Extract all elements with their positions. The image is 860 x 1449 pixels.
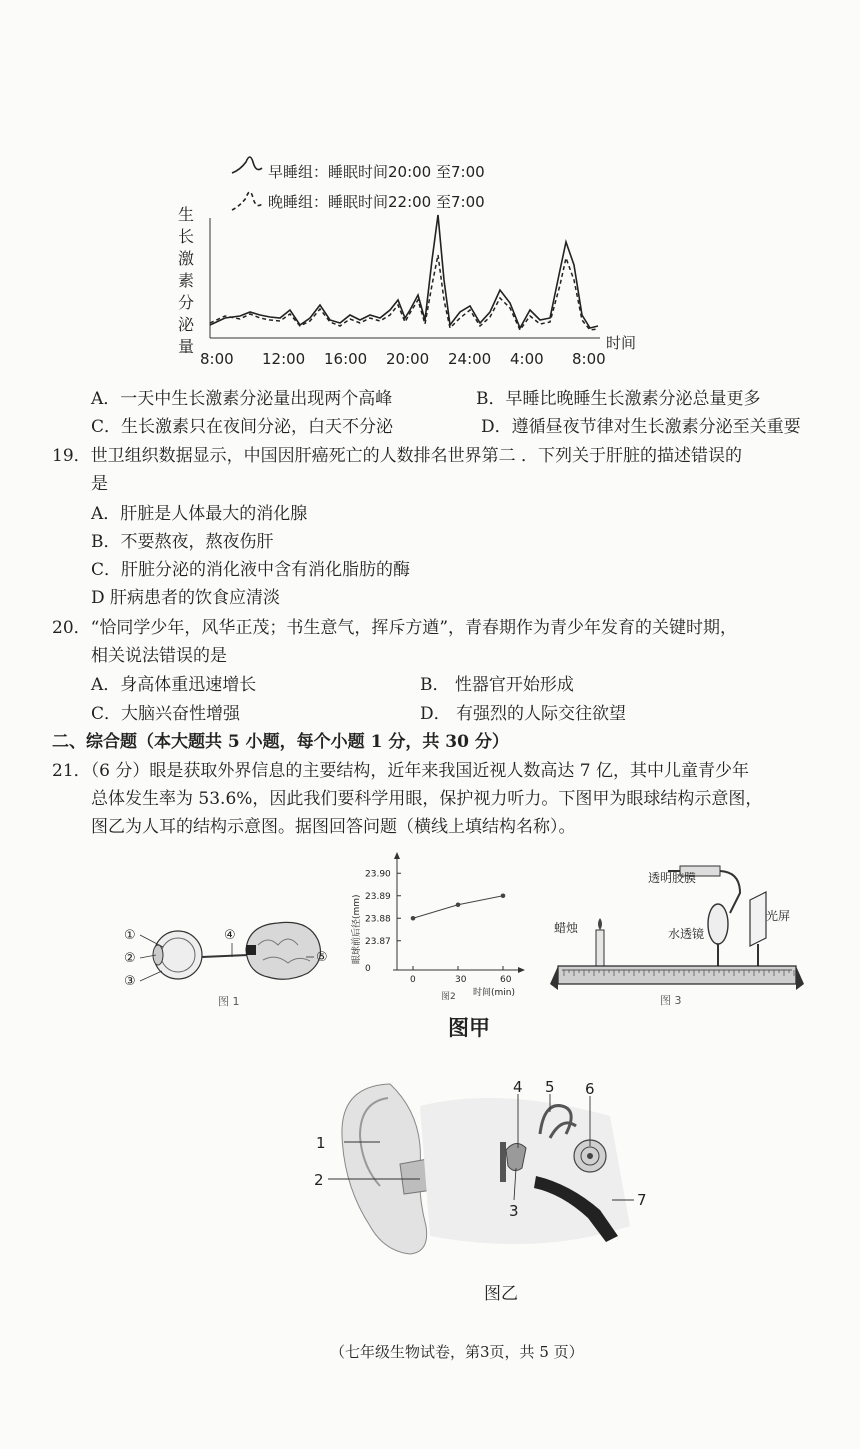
y-axis-label-char: 量 — [178, 337, 195, 356]
candle-shape — [596, 930, 604, 968]
q21-stem-line2: 总体发生率为 53.6%，因此我们要科学用眼，保护视力听力。下图甲为眼球结构示意图， — [91, 789, 763, 809]
fig2-y-tick-label: 23.87 — [365, 936, 391, 947]
section-2-heading: 二、综合题（本大题共 5 小题，每个小题 1 分，共 30 分） — [52, 732, 509, 752]
growth-hormone-chart — [170, 140, 640, 370]
fig2-x-tick-label: 60 — [500, 975, 512, 985]
fig1-caption: 图 1 — [218, 995, 240, 1008]
screen-label: 光屏 — [766, 909, 791, 923]
x-tick-label: 4:00 — [510, 350, 544, 368]
series-early-sleep — [210, 215, 598, 328]
q18-option-b: B．早睡比晚睡生长激素分泌总量更多 — [476, 389, 761, 409]
ear-label-3: 3 — [509, 1202, 519, 1220]
brain-shape — [246, 922, 320, 979]
x-axis-label: 时间 — [606, 334, 637, 352]
q19-option-c: C．肝脏分泌的消化液中含有消化脂肪的酶 — [91, 560, 411, 580]
fig1-label-4: ④ — [224, 928, 236, 943]
fig2-x-tick-label: 0 — [410, 975, 416, 985]
ear-label-6: 6 — [585, 1080, 595, 1098]
fig2-x-ticks — [410, 966, 512, 985]
fig1-label-5: ⑤ — [316, 950, 328, 965]
q19-option-a: A．肝脏是人体最大的消化腺 — [91, 504, 308, 524]
fig1-label-3: ③ — [124, 974, 136, 989]
fig1-label-2: ② — [124, 951, 136, 966]
ear-label-7: 7 — [637, 1191, 647, 1209]
q18-option-a: A．一天中生长激素分泌量出现两个高峰 — [91, 389, 393, 409]
legend-early-label: 早睡组：睡眠时间20:00 至7:00 — [268, 163, 485, 181]
ear-label-1: 1 — [316, 1134, 326, 1152]
fig2-y-tick-label: 23.89 — [365, 891, 391, 902]
fig2-caption: 图2 — [441, 992, 456, 1002]
page-footer: （七年级生物试卷，第3页，共 5 页） — [330, 1343, 584, 1361]
figure-jia-title: 图甲 — [448, 1016, 490, 1040]
legend-solid-line — [232, 157, 262, 173]
q18-option-d: D．遵循昼夜节律对生长激素分泌至关重要 — [481, 417, 801, 437]
figure-1-eye-brain — [118, 905, 338, 1015]
y-axis-label — [178, 205, 195, 356]
legend-dashed-line — [232, 192, 262, 210]
eardrum — [500, 1142, 506, 1182]
y-axis-label-char: 分 — [178, 293, 195, 312]
ear-diagram — [300, 1076, 660, 1266]
figure-3-optical-bench — [540, 858, 810, 1008]
q20-option-b: B． 性器官开始形成 — [420, 675, 574, 695]
x-tick-label: 16:00 — [324, 350, 368, 368]
x-tick-label: 12:00 — [262, 350, 306, 368]
membrane-label: 透明胶膜 — [648, 871, 697, 885]
water-lens-shape — [708, 904, 728, 944]
q19-option-d: D 肝病患者的饮食应清淡 — [91, 588, 281, 608]
x-tick-label: 20:00 — [386, 350, 430, 368]
fig3-caption: 图 3 — [660, 994, 682, 1007]
q20-stem-line1: 20．“恰同学少年，风华正茂；书生意气，挥斥方遒”，青春期作为青少年发育的关键时期， — [52, 618, 738, 638]
q19-option-b: B．不要熬夜，熬夜伤肝 — [91, 532, 274, 552]
fig2-y-tick-label: 0 — [365, 964, 371, 974]
fig2-data-point — [411, 916, 416, 921]
fig2-x-tick-label: 30 — [455, 975, 467, 985]
q18-option-c: C．生长激素只在夜间分泌，白天不分泌 — [91, 417, 394, 437]
fig2-data-point — [501, 893, 506, 898]
x-tick-label: 8:00 — [200, 350, 234, 368]
q20-option-a: A．身高体重迅速增长 — [91, 675, 257, 695]
water-lens-label: 水透镜 — [668, 927, 705, 941]
x-tick-label: 24:00 — [448, 350, 492, 368]
candle-label: 蜡烛 — [554, 921, 579, 935]
candle-flame — [598, 918, 602, 930]
q21-stem-line1: 21．（6 分）眼是获取外界信息的主要结构，近年来我国近视人数高达 7 亿，其中儿童青少年 — [52, 761, 749, 781]
ear-caption: 图乙 — [484, 1284, 518, 1304]
y-axis-label-char: 素 — [178, 271, 195, 290]
y-axis-label-char: 长 — [178, 227, 195, 246]
q20-option-c: C．大脑兴奋性增强 — [91, 704, 241, 724]
ear-label-2: 2 — [314, 1171, 324, 1189]
optic-nerve — [202, 955, 248, 957]
x-tick-label: 8:00 — [572, 350, 606, 368]
ear-label-4: 4 — [513, 1078, 523, 1096]
q20-option-d: D． 有强烈的人际交往欲望 — [420, 704, 627, 724]
fig2-y-tick-label: 23.88 — [365, 914, 391, 925]
fig2-data-point — [456, 902, 461, 907]
fig2-y-ticks — [365, 869, 401, 974]
fig2-x-axis-label: 时间(min) — [473, 988, 515, 998]
light-screen-shape — [750, 892, 766, 946]
fig1-label-1: ① — [124, 928, 136, 943]
q21-stem-line3: 图乙为人耳的结构示意图。据图回答问题（横线上填结构名称）。 — [91, 817, 576, 837]
fig2-y-tick-label: 23.90 — [365, 869, 391, 880]
x-tick-labels — [200, 350, 606, 368]
y-axis-label-char: 生 — [178, 205, 195, 224]
q20-stem-line2: 相关说法错误的是 — [91, 646, 227, 666]
q19-stem-line1: 19．世卫组织数据显示，中国因肝癌死亡的人数排名世界第二 ．下列关于肝脏的描述错误的 — [52, 446, 743, 466]
fig2-y-axis-label: 眼球前后径(mm) — [352, 894, 362, 964]
y-axis-label-char: 激 — [178, 249, 195, 268]
ear-label-5: 5 — [545, 1078, 555, 1096]
y-axis-label-char: 泌 — [178, 315, 195, 334]
fig2-plot-area — [411, 893, 506, 920]
q19-stem-line2: 是 — [91, 474, 108, 494]
figure-2-chart — [345, 852, 525, 1002]
legend-late-label: 晚睡组：睡眠时间22:00 至7:00 — [268, 193, 485, 211]
